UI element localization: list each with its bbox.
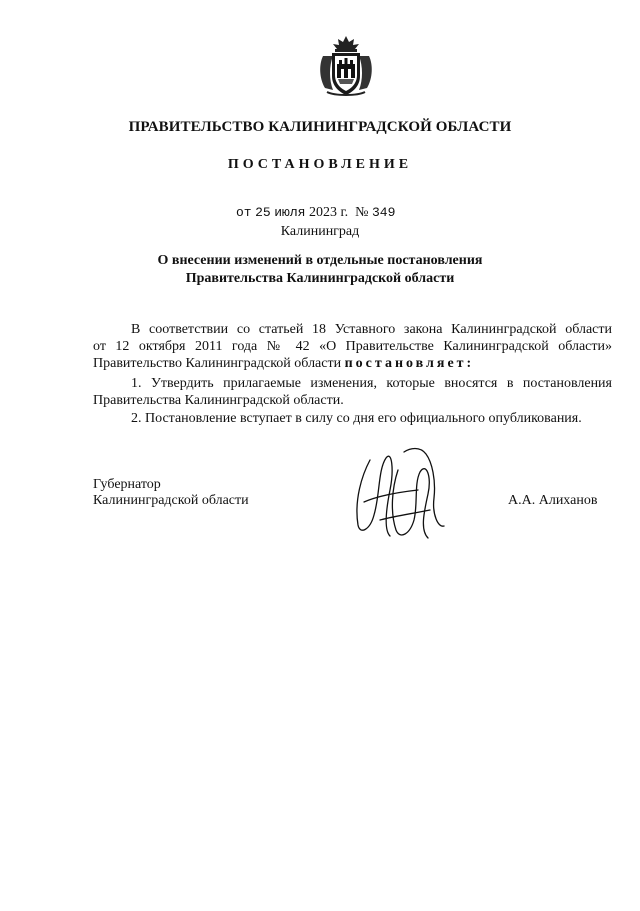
paragraph-1-line-3 xyxy=(93,355,474,372)
coat-of-arms-icon xyxy=(315,34,377,98)
document-type: ПОСТАНОВЛЕНИЕ xyxy=(227,157,413,172)
document-date-number xyxy=(236,205,395,221)
subject-line-2: Правительства Калининградской области xyxy=(185,271,455,286)
signer-title-line-1: Губернатор xyxy=(93,477,161,492)
subject-line-1: О внесении изменений в отдельные постановления xyxy=(157,253,483,268)
government-name: Правительство Калининградской области xyxy=(93,356,342,371)
paragraph-3: 2. Постановление вступает в силу со дня его официального опубликования. xyxy=(131,411,582,426)
paragraph-2-line-1: 1. Утвердить прилагаемые изменения, которые вносятся в постановления xyxy=(131,376,612,391)
signer-title-line-2: Калининградской области xyxy=(93,493,249,508)
decree-word: постановляет: xyxy=(344,356,475,371)
date-month: июля xyxy=(274,205,306,220)
number-sign: № xyxy=(355,205,369,220)
date-day: 25 xyxy=(255,205,271,220)
signer-name: А.А. Алиханов xyxy=(508,493,598,508)
document-number: 349 xyxy=(371,205,396,220)
date-prefix: от xyxy=(236,205,252,220)
paragraph-1-line-1: В соответствии со статьей 18 Уставного закона Калининградской области xyxy=(131,322,612,337)
handwritten-signature xyxy=(340,440,450,545)
paragraph-1-line-2: от 12 октября 2011 года № 42 «О Правительстве Калининградской области» xyxy=(93,339,612,354)
date-year: 2023 г. xyxy=(308,205,349,220)
city: Калининград xyxy=(280,224,360,239)
paragraph-2-line-2: Правительства Калининградской области. xyxy=(93,393,344,408)
government-title: ПРАВИТЕЛЬСТВО КАЛИНИНГРАДСКОЙ ОБЛАСТИ xyxy=(128,119,512,135)
